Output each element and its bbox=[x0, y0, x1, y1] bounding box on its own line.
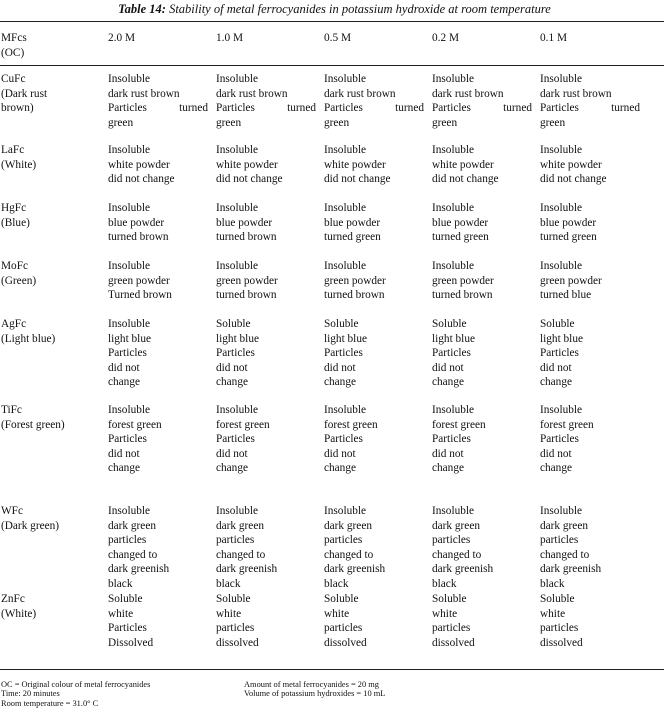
footnote-left bbox=[1, 680, 150, 708]
table-cell-line: green bbox=[540, 116, 566, 129]
row-label-line: HgFc bbox=[1, 202, 27, 214]
footnote-left-line: Time: 20 minutes bbox=[1, 689, 60, 699]
table-cell-line: Soluble bbox=[216, 593, 251, 605]
table-cell bbox=[216, 504, 277, 592]
header-concentration: 0.1 M bbox=[540, 32, 567, 44]
table-cell-line: Insoluble bbox=[540, 202, 583, 214]
table-cell-line: Insoluble bbox=[540, 260, 583, 272]
table-cell-line: Insoluble bbox=[108, 73, 151, 85]
table-cell-line: dark greenish bbox=[216, 563, 278, 576]
table-cell-line: Insoluble bbox=[108, 260, 151, 272]
row-label bbox=[1, 143, 36, 172]
table-cell-line: Soluble bbox=[324, 318, 359, 330]
table-cell-line: Insoluble bbox=[432, 260, 475, 272]
table-cell bbox=[108, 403, 162, 476]
table-cell-line: change bbox=[108, 462, 140, 475]
row-label-line: (Green) bbox=[1, 274, 37, 287]
table-cell bbox=[540, 504, 601, 592]
table-cell-line: changed to bbox=[108, 548, 158, 561]
table-cell-line: green powder bbox=[108, 274, 170, 287]
table-cell-line: Particles bbox=[216, 347, 255, 360]
table-cell-line: did not bbox=[324, 447, 356, 460]
row-label-line: (White) bbox=[1, 158, 37, 171]
table-cell-line: forest green bbox=[324, 418, 378, 431]
table-caption bbox=[0, 2, 669, 17]
table-cell-line: Particles bbox=[432, 433, 471, 446]
table-cell-line: green bbox=[324, 116, 350, 129]
table-cell-line: forest green bbox=[432, 418, 486, 431]
table-cell-line: Particles bbox=[108, 622, 147, 635]
table-cell-line: turned brown bbox=[324, 289, 385, 302]
table-cell-line: changed to bbox=[216, 548, 266, 561]
table-cell-line: white powder bbox=[108, 158, 170, 171]
row-label bbox=[1, 201, 30, 230]
table-cell bbox=[216, 259, 278, 303]
table-cell-line: Particles bbox=[216, 433, 255, 446]
table-cell-line: Insoluble bbox=[432, 73, 475, 85]
table-cell-line: Insoluble bbox=[324, 144, 367, 156]
table-cell-line: Soluble bbox=[432, 318, 467, 330]
table-cell-line: dark green bbox=[108, 519, 156, 532]
table-cell bbox=[216, 317, 259, 390]
table-cell-line: blue powder bbox=[324, 216, 381, 229]
table-cell-line: Insoluble bbox=[108, 144, 151, 156]
table-cell bbox=[108, 317, 151, 390]
table-cell-line: Insoluble bbox=[324, 73, 367, 85]
table-cell bbox=[540, 317, 583, 390]
table-cell-line: Insoluble bbox=[432, 144, 475, 156]
table-cell-line: blue powder bbox=[216, 216, 273, 229]
row-label-line: brown) bbox=[1, 102, 34, 115]
table-cell-line: did not bbox=[432, 361, 464, 374]
table-cell bbox=[432, 259, 494, 303]
table-cell-line: Insoluble bbox=[540, 73, 583, 85]
table-cell-line: Insoluble bbox=[216, 144, 259, 156]
table-cell-line: Particles bbox=[540, 347, 579, 360]
table-cell-line: did not bbox=[108, 361, 140, 374]
row-label-line: (Dark green) bbox=[1, 519, 60, 532]
row-label-line: LaFc bbox=[1, 144, 25, 156]
table-cell bbox=[324, 72, 424, 130]
table-cell bbox=[108, 592, 153, 650]
table-cell-line: did not change bbox=[108, 173, 175, 186]
table-cell-line: light blue bbox=[216, 332, 259, 345]
table-cell-line: Insoluble bbox=[216, 73, 259, 85]
table-cell-line: white bbox=[216, 607, 242, 620]
table-cell-line: dark greenish bbox=[432, 563, 494, 576]
table-cell-line: Particles turned bbox=[216, 102, 316, 115]
table-cell-line: dark rust brown bbox=[324, 87, 396, 100]
table-cell-line: white powder bbox=[216, 158, 278, 171]
table-cell-line: dark rust brown bbox=[108, 87, 180, 100]
table-cell-line: green powder bbox=[324, 274, 386, 287]
header-concentration: 0.5 M bbox=[324, 32, 351, 44]
table-cell-line: green powder bbox=[540, 274, 602, 287]
table-cell-line: change bbox=[540, 462, 572, 475]
footnote-right bbox=[244, 680, 385, 699]
table-cell-line: Dissolved bbox=[108, 636, 154, 649]
table-cell bbox=[324, 592, 367, 650]
row-label bbox=[1, 72, 47, 116]
table-cell-line: white powder bbox=[324, 158, 386, 171]
header-mfcs-line: MFcs bbox=[1, 32, 27, 44]
table-cell-line: light blue bbox=[324, 332, 367, 345]
table-cell-line: dark green bbox=[432, 519, 480, 532]
table-cell-line: turned brown bbox=[216, 289, 277, 302]
table-cell-line: particles bbox=[216, 534, 255, 547]
table-cell-line: Insoluble bbox=[108, 318, 151, 330]
row-label-line: ZnFc bbox=[1, 593, 25, 605]
header-concentration: 1.0 M bbox=[216, 32, 243, 44]
table-cell-line: dark rust brown bbox=[216, 87, 288, 100]
table-cell-line: particles bbox=[540, 534, 579, 547]
table-cell-line: Insoluble bbox=[108, 404, 151, 416]
table-cell-line: blue powder bbox=[432, 216, 489, 229]
table-cell-line: Insoluble bbox=[540, 505, 583, 517]
table-cell-line: dissolved bbox=[540, 636, 583, 649]
row-label-line: (White) bbox=[1, 607, 37, 620]
table-cell-line: particles bbox=[540, 622, 579, 635]
table-cell-line: did not bbox=[540, 361, 572, 374]
table-cell-line: Insoluble bbox=[432, 404, 475, 416]
table-cell-line: particles bbox=[324, 534, 363, 547]
table-cell bbox=[216, 592, 259, 650]
table-cell-line: change bbox=[324, 462, 356, 475]
table-cell bbox=[324, 403, 378, 476]
table-cell-line: Insoluble bbox=[324, 202, 367, 214]
table-cell-line: blue powder bbox=[108, 216, 165, 229]
row-label bbox=[1, 259, 36, 288]
table-cell bbox=[108, 201, 169, 245]
table-cell-line: Soluble bbox=[216, 318, 251, 330]
table-cell-line: Insoluble bbox=[216, 404, 259, 416]
row-label-line: MoFc bbox=[1, 260, 28, 272]
row-label bbox=[1, 504, 59, 533]
table-cell-line: turned brown bbox=[216, 231, 277, 244]
table-cell-line: turned blue bbox=[540, 289, 592, 302]
table-cell bbox=[108, 504, 169, 592]
table-cell-line: white bbox=[324, 607, 350, 620]
table-cell-line: white bbox=[108, 607, 134, 620]
table-cell-line: dark rust brown bbox=[432, 87, 504, 100]
table-cell-line: light blue bbox=[432, 332, 475, 345]
table-cell-line: dissolved bbox=[324, 636, 367, 649]
table-cell bbox=[324, 504, 385, 592]
row-label-line: WFc bbox=[1, 505, 23, 517]
table-cell-line: did not bbox=[216, 447, 248, 460]
table-cell-line: did not bbox=[216, 361, 248, 374]
table-cell-line: turned brown bbox=[432, 289, 493, 302]
table-cell-line: turned green bbox=[540, 231, 597, 244]
table-cell bbox=[216, 143, 283, 187]
table-number: Table 14: bbox=[118, 2, 166, 16]
table-cell bbox=[108, 143, 175, 187]
table-cell-line: changed to bbox=[432, 548, 482, 561]
table-cell-line: black bbox=[324, 577, 349, 590]
table-cell-line: Particles bbox=[540, 433, 579, 446]
table-cell-line: change bbox=[108, 376, 140, 389]
table-cell bbox=[432, 317, 475, 390]
table-cell bbox=[432, 143, 499, 187]
table-cell-line: Insoluble bbox=[324, 404, 367, 416]
table-cell-line: dark greenish bbox=[108, 563, 170, 576]
table-cell-line: dark greenish bbox=[324, 563, 386, 576]
footnote-left-line: Room temperature = 31.0° C bbox=[1, 698, 99, 708]
table-cell bbox=[540, 592, 583, 650]
table-cell-line: did not change bbox=[540, 173, 607, 186]
table-cell-line: Insoluble bbox=[432, 505, 475, 517]
table-cell-line: Particles bbox=[432, 347, 471, 360]
table-cell-line: particles bbox=[324, 622, 363, 635]
table-cell-line: Soluble bbox=[324, 593, 359, 605]
table-cell bbox=[108, 259, 172, 303]
table-cell-line: Turned brown bbox=[108, 289, 172, 302]
table-cell-line: green bbox=[216, 116, 242, 129]
row-label-line: (Blue) bbox=[1, 216, 30, 229]
table-cell bbox=[324, 259, 386, 303]
table-cell-line: forest green bbox=[216, 418, 270, 431]
table-cell-line: dark green bbox=[324, 519, 372, 532]
table-cell bbox=[432, 201, 489, 245]
table-cell-line: turned green bbox=[324, 231, 381, 244]
row-label bbox=[1, 403, 65, 432]
table-cell-line: Insoluble bbox=[108, 202, 151, 214]
table-cell-line: particles bbox=[108, 534, 147, 547]
table-cell-line: change bbox=[540, 376, 572, 389]
header-concentration: 0.2 M bbox=[432, 32, 459, 44]
table-cell-line: dark rust brown bbox=[540, 87, 612, 100]
table-cell-line: dissolved bbox=[432, 636, 475, 649]
table-cell-line: Insoluble bbox=[432, 202, 475, 214]
table-cell-line: Particles bbox=[324, 347, 363, 360]
table-cell-line: Insoluble bbox=[108, 505, 151, 517]
table-cell bbox=[540, 72, 640, 130]
table-cell-line: dissolved bbox=[216, 636, 259, 649]
table-cell-line: Particles turned bbox=[432, 102, 532, 115]
table-cell bbox=[324, 143, 391, 187]
table-cell-line: black bbox=[432, 577, 457, 590]
table-cell-line: particles bbox=[216, 622, 255, 635]
table-cell-line: turned brown bbox=[108, 231, 169, 244]
footnote-left-line: OC = Original colour of metal ferrocyanides bbox=[1, 680, 151, 689]
table-cell bbox=[432, 504, 493, 592]
table-cell-line: Insoluble bbox=[324, 505, 367, 517]
table-cell-line: white powder bbox=[540, 158, 602, 171]
table-cell-line: change bbox=[432, 376, 464, 389]
table-cell-line: black bbox=[540, 577, 565, 590]
table-cell-line: particles bbox=[432, 622, 471, 635]
table-cell-line: did not bbox=[324, 361, 356, 374]
table-cell-line: Insoluble bbox=[540, 144, 583, 156]
table-cell-line: dark greenish bbox=[540, 563, 602, 576]
table-cell-line: Insoluble bbox=[324, 260, 367, 272]
table-cell bbox=[432, 592, 475, 650]
row-label bbox=[1, 592, 36, 621]
table-cell-line: blue powder bbox=[540, 216, 597, 229]
table-cell-line: Insoluble bbox=[216, 202, 259, 214]
table-cell-line: dark green bbox=[540, 519, 588, 532]
table-cell bbox=[432, 403, 486, 476]
table-cell bbox=[216, 403, 270, 476]
table-cell-line: white powder bbox=[432, 158, 494, 171]
row-label bbox=[1, 317, 55, 346]
header-concentration: 2.0 M bbox=[108, 32, 135, 44]
table-cell-line: green powder bbox=[432, 274, 494, 287]
table-cell-line: did not bbox=[540, 447, 572, 460]
table-cell-line: did not bbox=[432, 447, 464, 460]
table-title: Stability of metal ferrocyanides in potassium hydroxide at room temperature bbox=[169, 2, 551, 16]
table-cell-line: Particles bbox=[324, 433, 363, 446]
table-cell-line: change bbox=[216, 376, 248, 389]
table-cell-line: did not change bbox=[216, 173, 283, 186]
table-cell-line: Particles bbox=[108, 433, 147, 446]
table-cell-line: green bbox=[108, 116, 134, 129]
top-rule bbox=[0, 21, 664, 22]
table-cell-line: Particles turned bbox=[540, 102, 640, 115]
header-mfcs-line: (OC) bbox=[1, 46, 25, 59]
table-cell-line: dark green bbox=[216, 519, 264, 532]
table-cell bbox=[216, 201, 277, 245]
table-cell-line: Insoluble bbox=[540, 404, 583, 416]
table-cell-line: Insoluble bbox=[216, 505, 259, 517]
table-cell-line: black bbox=[216, 577, 241, 590]
footnote-right-line: Volume of potassium hydroxides = 10 mL bbox=[244, 689, 386, 699]
table-cell bbox=[540, 143, 607, 187]
table-cell-line: change bbox=[432, 462, 464, 475]
header-rule bbox=[0, 65, 664, 66]
table-cell-line: Insoluble bbox=[216, 260, 259, 272]
table-cell bbox=[324, 201, 381, 245]
table-cell-line: Soluble bbox=[432, 593, 467, 605]
table-cell-line: light blue bbox=[108, 332, 151, 345]
table-cell-line: changed to bbox=[324, 548, 374, 561]
table-cell bbox=[324, 317, 367, 390]
table-cell-line: did not change bbox=[432, 173, 499, 186]
table-cell-line: did not change bbox=[324, 173, 391, 186]
table-cell bbox=[540, 403, 594, 476]
table-cell-line: did not bbox=[108, 447, 140, 460]
table-cell-line: Particles bbox=[108, 347, 147, 360]
table-cell-line: Soluble bbox=[108, 593, 143, 605]
table-cell-line: forest green bbox=[108, 418, 162, 431]
table-cell-line: particles bbox=[432, 534, 471, 547]
table-cell-line: light blue bbox=[540, 332, 583, 345]
table-cell-line: Soluble bbox=[540, 593, 575, 605]
row-label-line: TiFc bbox=[1, 404, 22, 416]
header-mfcs bbox=[1, 31, 27, 60]
table-cell-line: green bbox=[432, 116, 458, 129]
row-label-line: (Forest green) bbox=[1, 418, 65, 431]
table-cell-line: black bbox=[108, 577, 133, 590]
table-cell-line: forest green bbox=[540, 418, 594, 431]
table-cell bbox=[432, 72, 532, 130]
row-label-line: AgFc bbox=[1, 318, 27, 330]
table-cell-line: Particles turned bbox=[108, 102, 208, 115]
table-cell-line: white bbox=[432, 607, 458, 620]
table-cell bbox=[216, 72, 316, 130]
table-cell-line: Soluble bbox=[540, 318, 575, 330]
table-cell-line: change bbox=[324, 376, 356, 389]
bottom-rule bbox=[0, 669, 664, 670]
table-cell-line: changed to bbox=[540, 548, 590, 561]
table-cell-line: white bbox=[540, 607, 566, 620]
row-label-line: (Light blue) bbox=[1, 332, 56, 345]
table-cell bbox=[540, 201, 597, 245]
table-cell-line: Particles turned bbox=[324, 102, 424, 115]
table-cell bbox=[108, 72, 208, 130]
table-cell-line: turned green bbox=[432, 231, 489, 244]
table-cell-line: green powder bbox=[216, 274, 278, 287]
footnote-right-line: Amount of metal ferrocyanides = 20 mg bbox=[244, 680, 379, 689]
row-label-line: CuFc bbox=[1, 73, 26, 85]
table-cell bbox=[540, 259, 602, 303]
table-cell-line: change bbox=[216, 462, 248, 475]
row-label-line: (Dark rust bbox=[1, 87, 48, 100]
